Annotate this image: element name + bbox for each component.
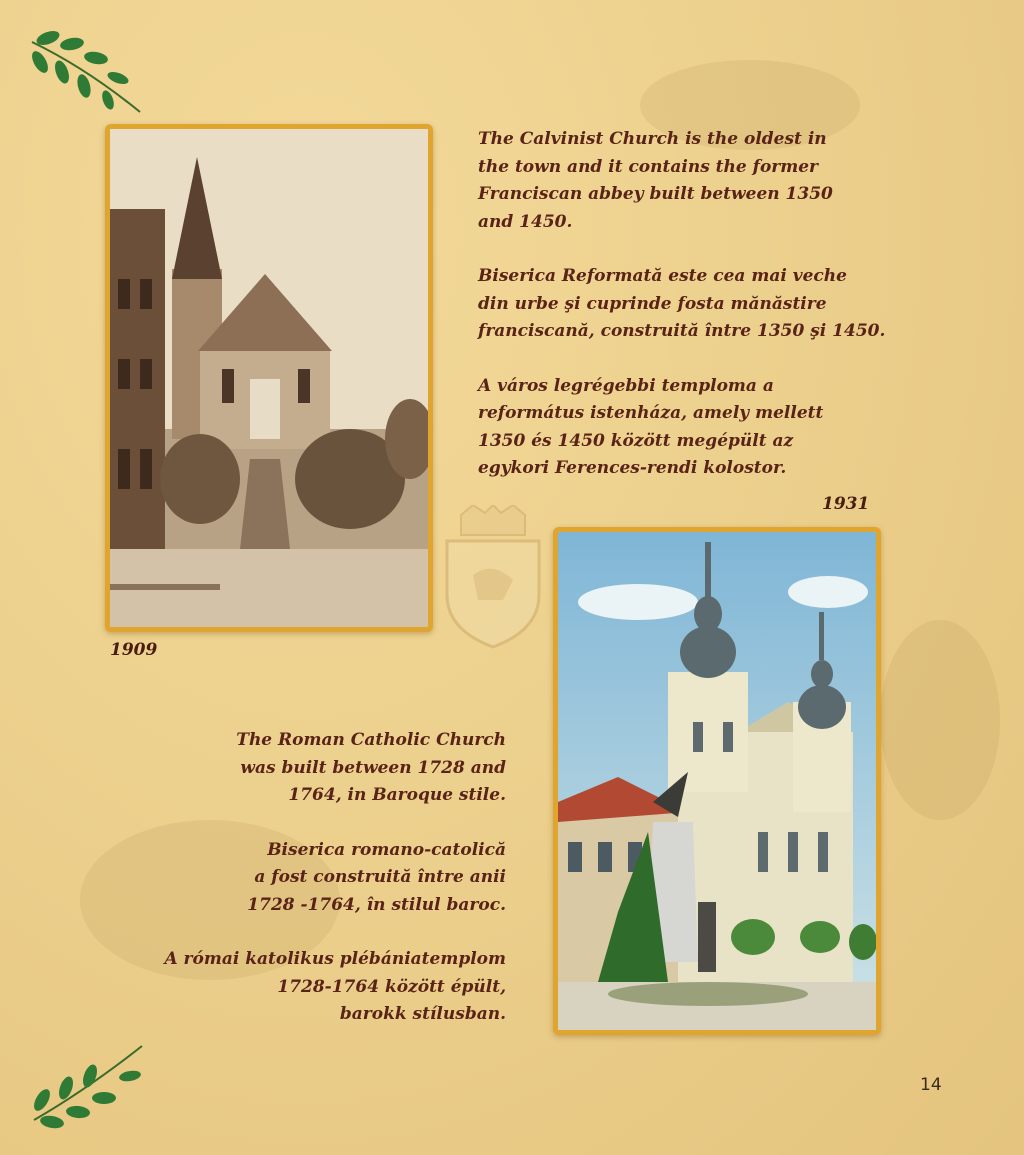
text-line: barokk stílusban. [339,1004,506,1024]
text-line: Franciscan abbey built between 1350 [478,184,833,204]
text-line: 1764, in Baroque stile. [288,785,506,805]
text-line: a fost construită între anii [254,867,506,887]
page-number: 14 [920,1075,942,1095]
text-line: egykori Ferences-rendi kolostor. [478,458,787,478]
text-line: The Calvinist Church is the oldest in [478,129,827,149]
text-line: Biserica romano-catolică [267,839,506,860]
text-line: református istenháza, amely mellett [478,403,824,423]
text-line: 1728-1764 között épült, [277,976,506,997]
text-line: din urbe şi cuprinde fosta mănăstire [478,293,827,314]
text-line: Biserica Reformată este cea mai veche [478,266,847,286]
calvinist-church-text [478,126,978,510]
catholic-text-hu [60,946,506,1029]
catholic-church-photo [553,527,881,1035]
calvinist-text-hu [478,373,978,483]
leaf-branch-icon [26,1040,146,1130]
leaf-branch-icon [26,28,146,118]
colored-postcard-image [558,532,876,1030]
sepia-postcard-image [110,129,428,627]
paper-texture-spot [880,620,1000,820]
text-line: 1350 és 1450 között megépült az [478,430,794,451]
text-line: was built between 1728 and [240,757,506,778]
catholic-text-ro [60,837,506,920]
text-line: A város legrégebbi temploma a [478,375,774,396]
text-line: and 1450. [478,211,573,232]
text-line: the town and it contains the former [478,156,818,177]
year-1909-label: 1909 [110,640,158,660]
catholic-text-en [60,727,506,810]
text-line: franciscană, construită între 1350 şi 1450. [478,321,886,341]
calvinist-church-photo [105,124,433,632]
year-1931-label: 1931 [822,494,870,514]
text-line: A római katolikus plébániatemplom [164,949,506,969]
coat-of-arms-emblem [443,505,543,650]
text-line: The Roman Catholic Church [236,730,506,750]
catholic-church-text [60,727,506,1056]
calvinist-text-en [478,126,978,236]
text-line: 1728 -1764, în stilul baroc. [247,894,506,915]
calvinist-text-ro [478,263,978,346]
